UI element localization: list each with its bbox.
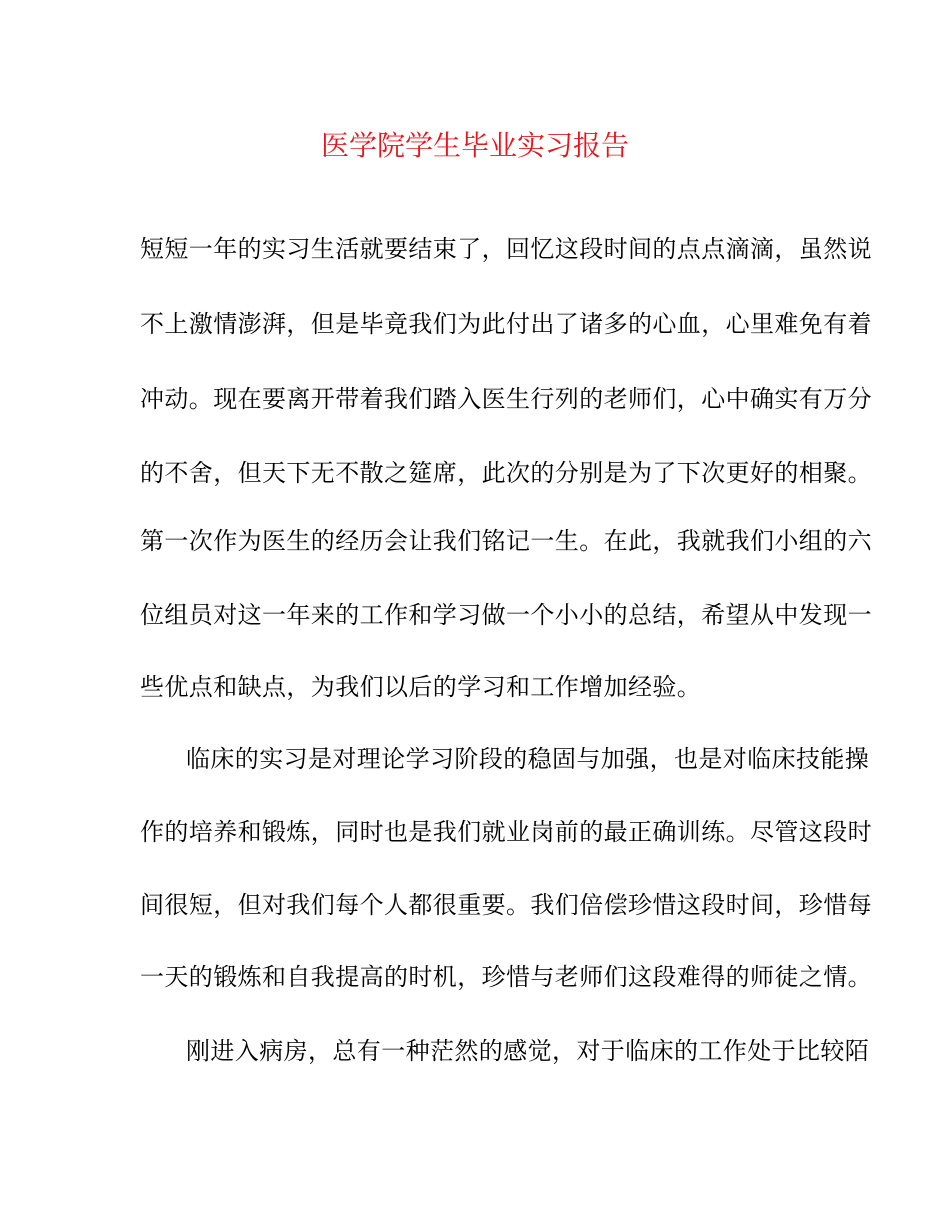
paragraph-line: 些优点和缺点，为我们以后的学习和工作增加经验。 [140, 673, 702, 701]
paragraph-line: 临床的实习是对理论学习阶段的稳固与加强，也是对临床技能操 [186, 745, 870, 773]
paragraph-line: 第一次作为医生的经历会让我们铭记一生。在此，我就我们小组的六 [140, 527, 872, 555]
paragraph-line: 不上激情澎湃，但是毕竟我们为此付出了诸多的心血，心里难免有着 [140, 310, 872, 338]
paragraph-line: 位组员对这一年来的工作和学习做一个小小的总结，希望从中发现一 [140, 601, 872, 629]
paragraph-line: 一天的锻炼和自我提高的时机，珍惜与老师们这段难得的师徒之情。 [140, 963, 872, 991]
paragraph-line: 冲动。现在要离开带着我们踏入医生行列的老师们，心中确实有万分 [140, 385, 872, 413]
document-title: 医学院学生毕业实习报告 [320, 129, 629, 162]
paragraph-line: 刚进入病房，总有一种茫然的感觉，对于临床的工作处于比较陌 [186, 1037, 870, 1065]
paragraph-line: 的不舍，但天下无不散之筵席，此次的分别是为了下次更好的相聚。 [140, 459, 872, 487]
paragraph-line: 作的培养和锻炼，同时也是我们就业岗前的最正确训练。尽管这段时 [140, 818, 872, 846]
paragraph-line: 间很短，但对我们每个人都很重要。我们倍偿珍惜这段时间，珍惜每 [140, 891, 872, 919]
paragraph-line: 短短一年的实习生活就要结束了，回忆这段时间的点点滴滴，虽然说 [140, 235, 872, 263]
